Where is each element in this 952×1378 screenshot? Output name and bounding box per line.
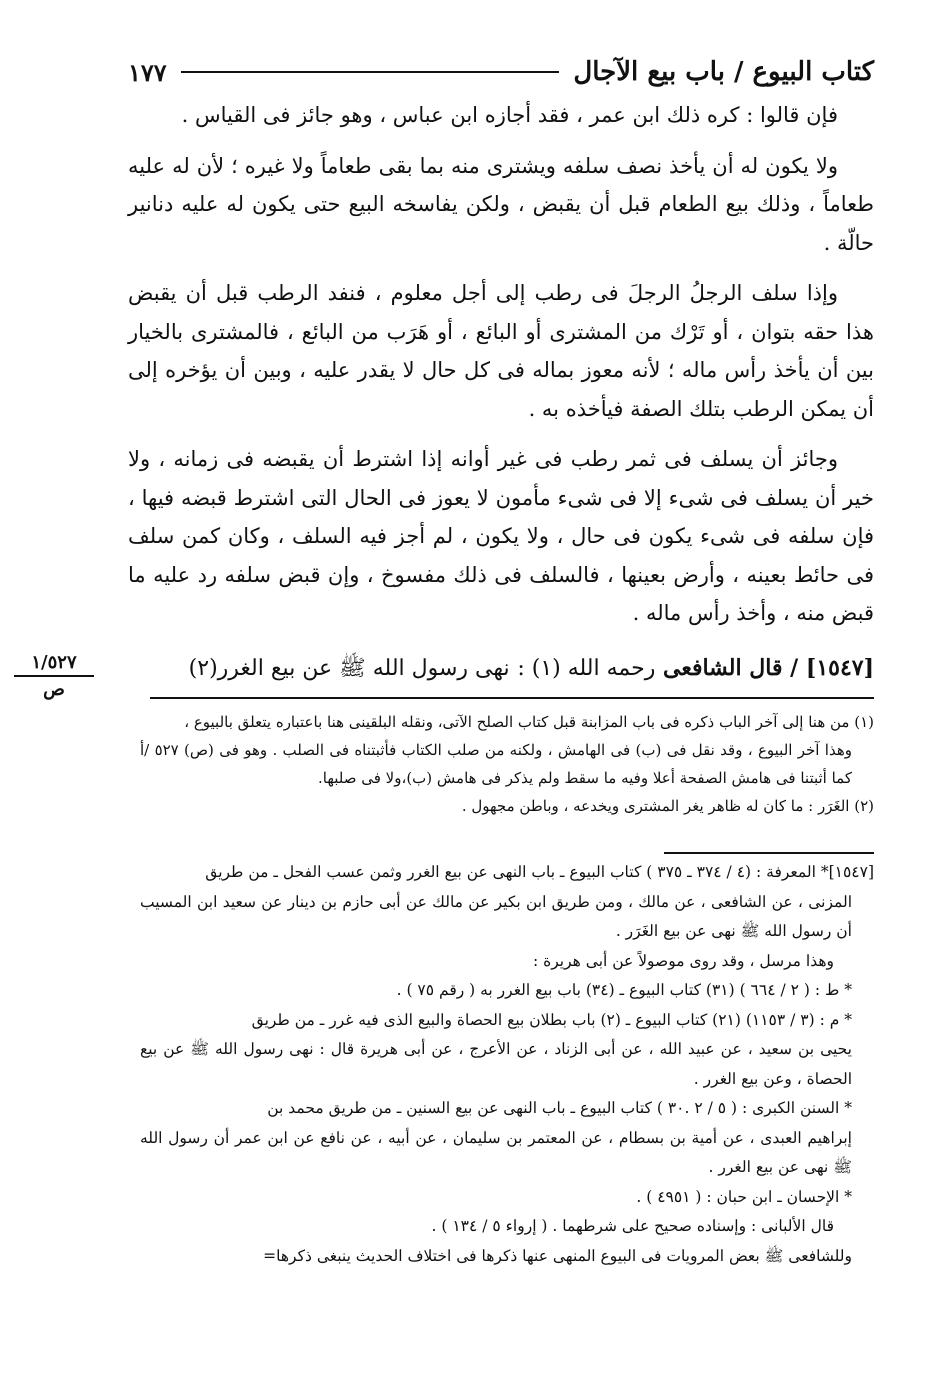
takhrij-line-11: وللشافعى ﷺ بعض المرويات فى البيوع المنهى عنها ذكرها فى اختلاف الحديث ينبغى ذكرها= [263,1246,852,1265]
takhrij-line-7: * السنن الكبرى : ( ٥ / ٢ .٣٠ ) كتاب البيوع ـ باب النهى عن بيع السنين ـ من طريق محمد بن [267,1099,852,1117]
footnote-1: (١) من هنا إلى آخر الباب ذكره فى باب المزابنة قبل كتاب الصلح الآتى، ونقله البلقينى هنا باعتباره يتعلق بالبيوع ، [184,713,874,731]
takhrij-line-8: إبراهيم العبدى ، عن أمية بن بسطام ، عن المعتمر بن سليمان ، عن أبيه ، عن نافع عن ابن عمر أن رسول الله ﷺ نهى عن بيع الغرر . [140,1128,852,1176]
takhrij-line-1: [١٥٤٧]* المعرفة : (٤ / ٣٧٤ ـ ٣٧٥ ) كتاب البيوع ـ باب النهى عن بيع الغرر وثمن عسب الفحل ـ من طريق [205,863,874,881]
entry-speaker: قال الشافعى [663,655,783,681]
paragraph-3: وإذا سلف الرجلُ الرجلَ فى رطب إلى أجل معلوم ، فنفد الرطب قبل أن يقبض هذا حقه بتوان ، أو تَرْك من المشترى أو البائع ، أو هَرَب من البائع ، فالمشترى بالخيار بين أن يأخذ رأس ماله ؛ لأنه معوز بماله فى كل حال لا يقدر عليه ، وبين أن يؤخره إلى أن يمكن الرطب بتلك الصفة فيأخذه به . [128,281,874,421]
takhrij-line-6: يحيى بن سعيد ، عن عبيد الله ، عن أبى الزناد ، عن الأعرج ، عن أبى هريرة قال : نهى رسول الله ﷺ عن بيع الحصاة ، وعن بيع الغرر . [140,1040,852,1088]
page-header [128,52,874,92]
takhrij-line-9: * الإحسان ـ ابن حبان : ( ٤٩٥١ ) . [636,1187,852,1206]
footnote-divider [150,697,874,699]
takhrij-line-4: * ط : ( ٢ / ٦٦٤ ) (٣١) كتاب البيوع ـ (٣٤) باب بيع الغرر به ( رقم ٧٥ ) . [396,981,852,999]
paragraph-2: ولا يكون له أن يأخذ نصف سلفه ويشترى منه بما بقى طعاماً ولا غيره ؛ لأن له عليه طعاماً ، وذلك بيع الطعام قبل أن يقبض ، ولكن يفاسخه البيع حتى يكون له عليه دنانير حالّة . [128,153,874,255]
takhrij-line-3: وهذا مرسل ، وقد روى موصولاً عن أبى هريرة : [532,951,834,970]
takhrij-line-10: قال الألبانى : وإسناده صحيح على شرطهما . ( إرواء ٥ / ١٣٤ ) . [431,1217,834,1235]
main-text [128,96,874,645]
takhrij-notes [140,858,874,1271]
entry-separator: / [790,655,799,681]
paragraph-1: فإن قالوا : كره ذلك ابن عمر ، فقد أجازه ابن عباس ، وهو جائز فى القياس . [181,103,838,127]
manuscript-letter: ص [43,679,65,700]
entry-number: [١٥٤٧] [805,655,874,681]
entry-text: نهى رسول الله ﷺ عن بيع الغرر(٢) [188,656,510,681]
page-number: ١٧٧ [128,57,167,87]
running-title: كتاب البيوع / باب بيع الآجال [573,57,874,87]
manuscript-folio-ref [14,652,94,700]
takhrij-line-5: * م : (٣ / ١١٥٣) (٢١) كتاب البيوع ـ (٢) باب بطلان بيع الحصاة والبيع الذى فيه غرر ـ من طريق [251,1010,852,1029]
header-rule [181,71,560,73]
takhrij-divider [664,852,874,854]
footnote-1-continued: وهذا آخر البيوع ، وقد نقل فى (ب) فى الهامش ، ولكنه من صلب الكتاب فأثبتناه فى الصلب . وهو فى (ص) ٥٢٧ /أ كما أثبتنا فى هامش الصفحة أعلا وفيه ما سقط ولم يذكر فى هامش (ب)،ولا فى صلبها. [140,741,853,787]
folio-number: ١/٥٢٧ [14,652,94,677]
footnotes [140,708,874,820]
paragraph-4: وجائز أن يسلف فى ثمر رطب فى غير أوانه إذا اشترط أن يقبضه فى زمانه ، ولا خير أن يسلف فى شىء إلا فى شىء مأمون لا يعوز فى الحال التى اشترط قبضه فيها ، فإن سلفه فى شىء يكون فى حال ، ولا يكون ، لم أجز فيه السلف ، وكان كمن سلف فى حائط بعينه ، وأرض بعينها ، فالسلف فى ذلك مفسوخ ، وإن قبض سلفه رد عليه ما قبض منه ، وأخذ رأس ماله . [128,447,875,625]
hadith-entry [128,650,874,687]
footnote-2: (٢) الغَرَر : ما كان له ظاهر يغر المشترى ويخدعه ، وباطن مجهول . [461,797,874,815]
entry-mercy: رحمه الله (١) : [517,656,656,681]
takhrij-line-2: المزنى ، عن الشافعى ، عن مالك ، ومن طريق ابن بكير عن مالك عن أبى حازم بن دينار عن سعيد ابن المسيب أن رسول الله ﷺ نهى عن بيع الغَرَر . [140,892,852,940]
